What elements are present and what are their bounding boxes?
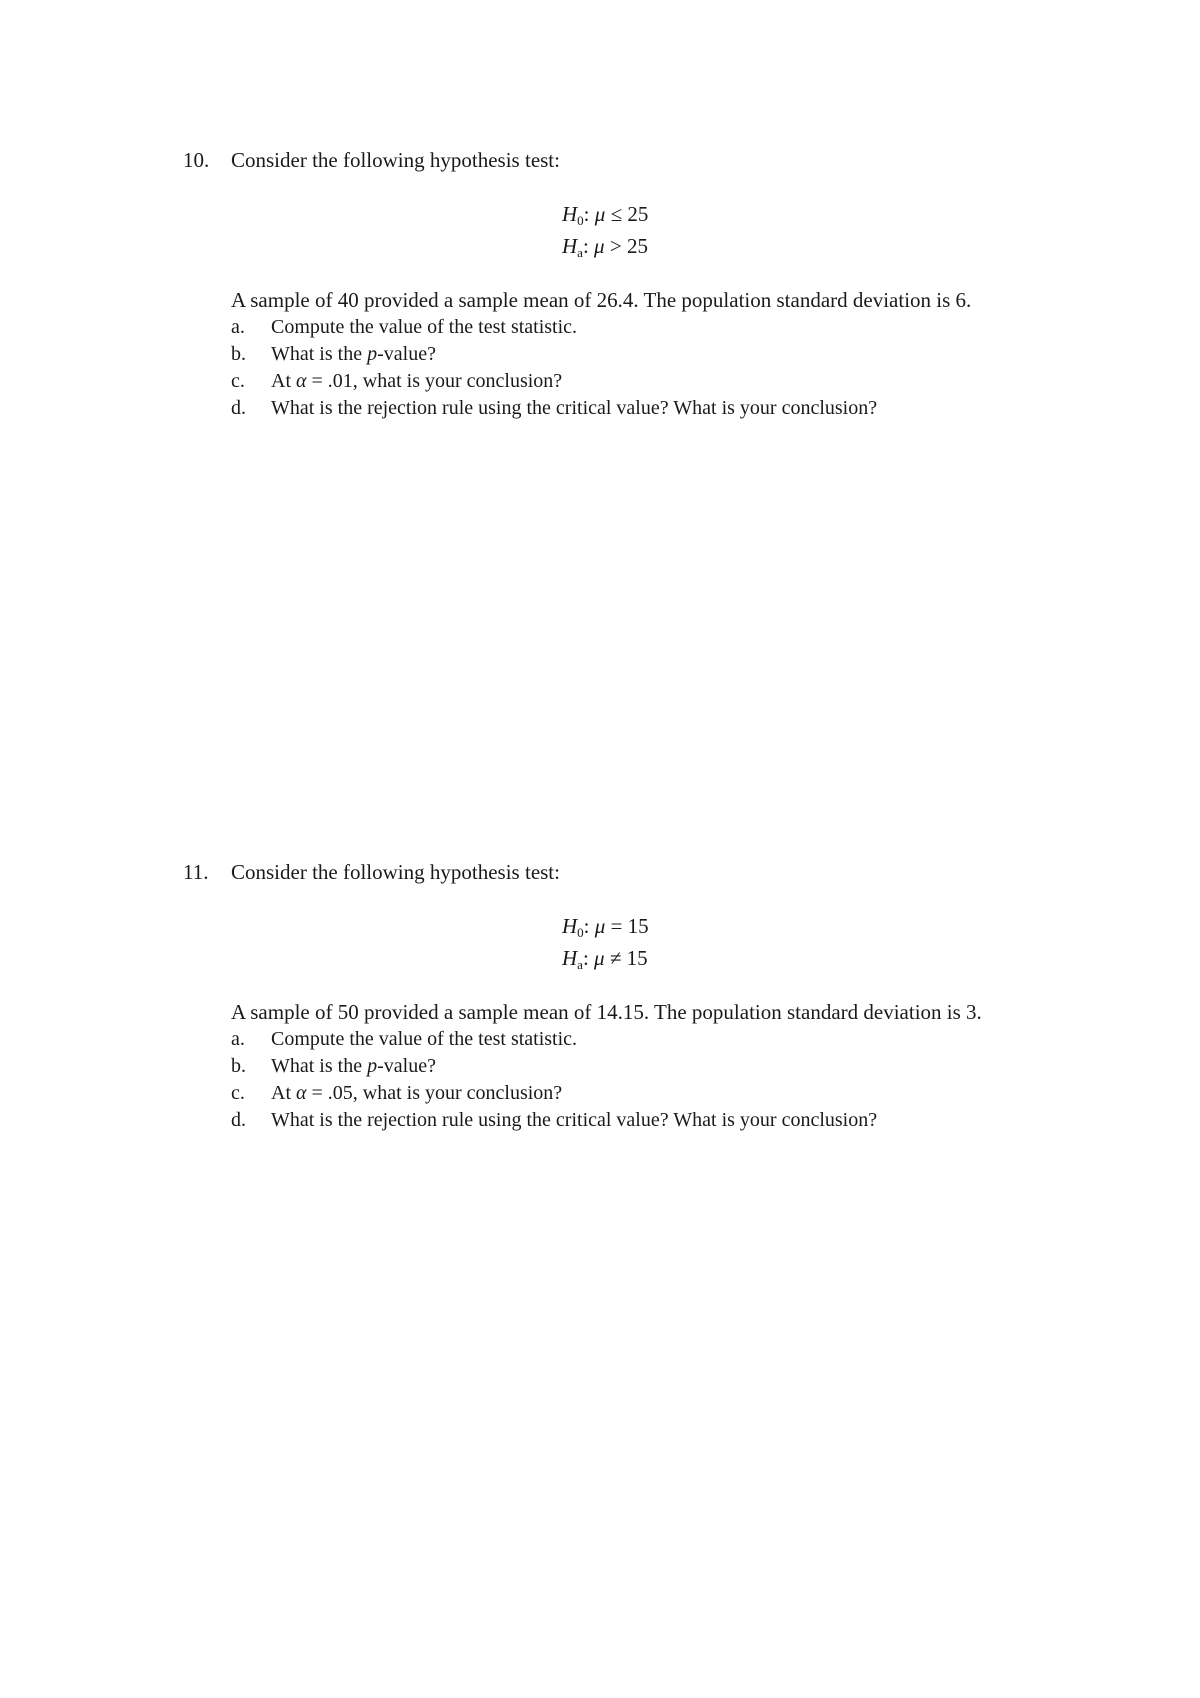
sample-description: A sample of 50 provided a sample mean of 14.15. The population standard deviation is 3. [231,1000,982,1024]
alternative-hypothesis: $H_a$: μ ≠ 15 [562,946,648,972]
alternative-hypothesis: $H_a$: μ > 25 [562,234,648,260]
part-d: d. What is the rejection rule using the critical value? What is your conclusion? [231,397,878,419]
part-c: c. At α = .01, what is your conclusion? [231,370,563,392]
question-parts [231,314,877,422]
question-number: 11. [183,860,209,884]
question-heading [183,146,560,174]
question-text: Consider the following hypothesis test: [231,860,560,884]
part-c: c. At α = .05, what is your conclusion? [231,1082,563,1104]
null-hypothesis: $H_0$: μ = 15 [562,914,649,940]
part-b: b. What is the p-value? [231,343,436,365]
sample-description: A sample of 40 provided a sample mean of 26.4. The population standard deviation is 6. [231,288,972,312]
question-parts [231,1026,877,1134]
part-a: a. Compute the value of the test statistic. [231,316,578,338]
question-heading [183,858,560,886]
question-number: 10. [183,148,210,172]
part-a: a. Compute the value of the test statistic. [231,1028,578,1050]
question-text: Consider the following hypothesis test: [231,148,560,172]
part-b: b. What is the p-value? [231,1055,436,1077]
null-hypothesis: $H_0$: μ ≤ 25 [562,202,649,228]
part-d: d. What is the rejection rule using the critical value? What is your conclusion? [231,1109,878,1131]
